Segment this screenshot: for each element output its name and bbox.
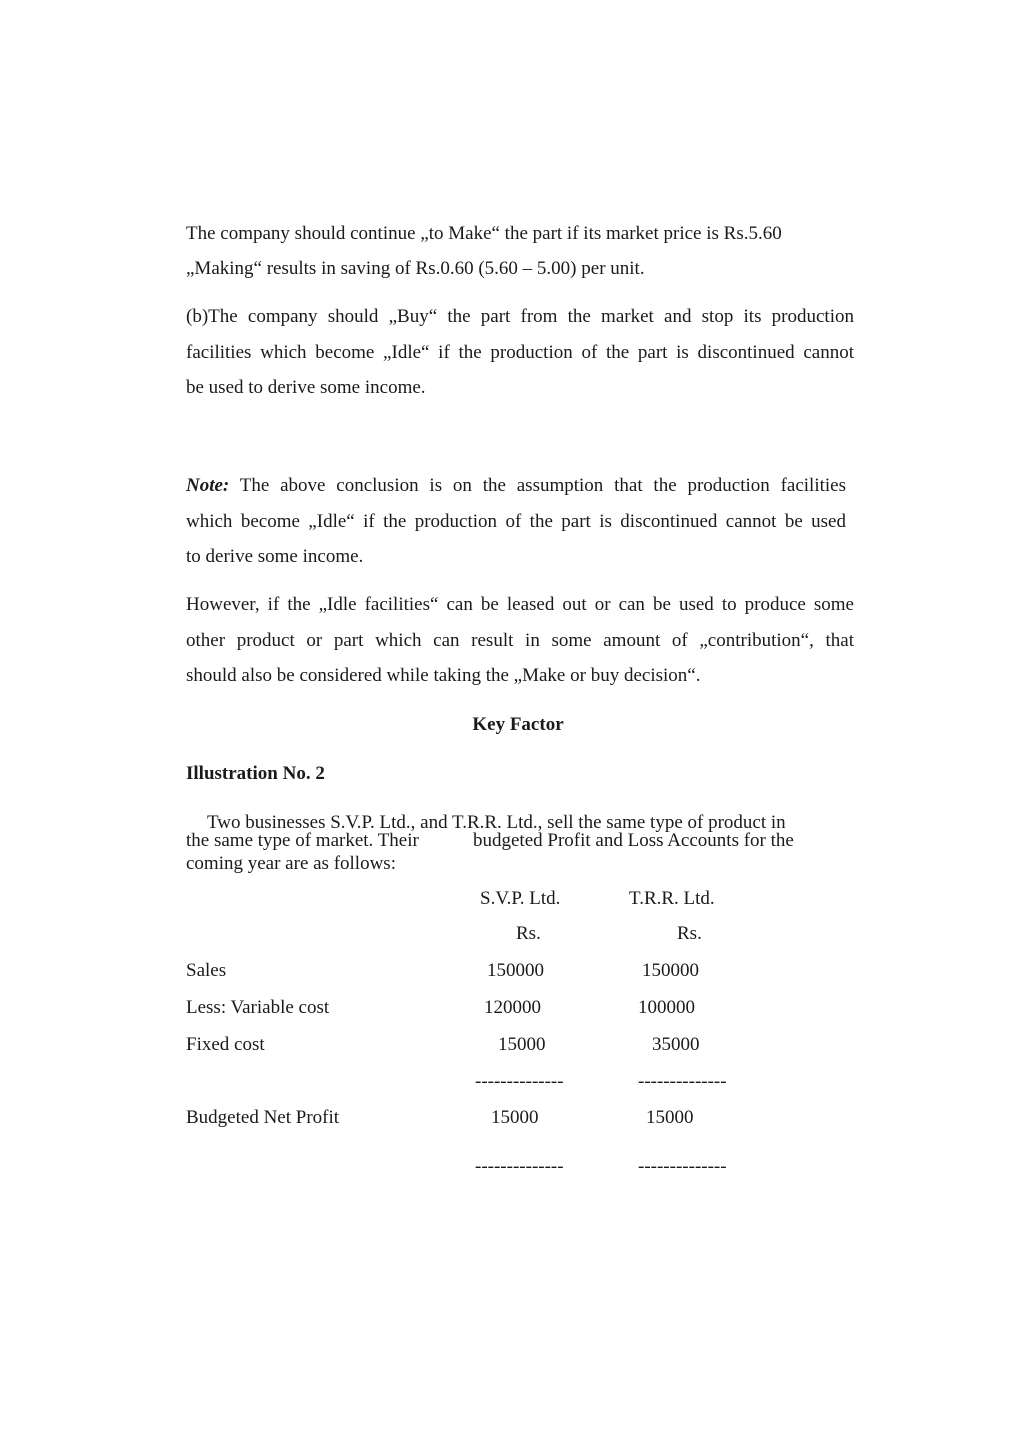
separator-trr-2: --------------	[638, 1156, 727, 1177]
note-line-1	[186, 475, 846, 497]
illustration-text-line-3: coming year are as follows:	[186, 853, 396, 874]
illustration-heading: Illustration No. 2	[186, 763, 325, 784]
row-value-net-profit-trr: 15000	[646, 1107, 694, 1128]
note-label: Note:	[186, 475, 230, 496]
separator-svp-2: --------------	[475, 1156, 564, 1177]
document-page	[186, 0, 854, 1449]
currency-svp: Rs.	[516, 923, 541, 944]
illustration-text-line-2b: budgeted Profit and Loss Accounts for the	[473, 830, 794, 851]
paragraph-4-line-2: other product or part which can result in some amount of „contribution“, that	[186, 630, 854, 651]
row-label-fixed-cost: Fixed cost	[186, 1034, 265, 1055]
separator-trr-1: --------------	[638, 1071, 727, 1092]
paragraph-2-line-1: (b)The company should „Buy“ the part from the market and stop its production	[186, 306, 854, 327]
column-header-svp: S.V.P. Ltd.	[480, 888, 561, 909]
row-value-fixed-cost-trr: 35000	[652, 1034, 700, 1055]
key-factor-heading: Key Factor	[472, 714, 564, 735]
note-line-2: which become „Idle“ if the production of the part is discontinued cannot be used	[186, 511, 846, 532]
paragraph-4-line-1: However, if the „Idle facilities“ can be leased out or can be used to produce some	[186, 594, 854, 615]
paragraph-1-line-2: „Making“ results in saving of Rs.0.60 (5.60 – 5.00) per unit.	[186, 258, 645, 279]
column-header-trr: T.R.R. Ltd.	[629, 888, 715, 909]
row-label-budgeted-net-profit: Budgeted Net Profit	[186, 1107, 340, 1128]
row-value-sales-trr: 150000	[642, 960, 699, 981]
paragraph-2-line-3: be used to derive some income.	[186, 377, 426, 398]
paragraph-2-line-2: facilities which become „Idle“ if the production of the part is discontinued cannot	[186, 342, 854, 363]
row-label-sales: Sales	[186, 960, 227, 981]
row-label-variable-cost: Less: Variable cost	[186, 997, 330, 1018]
separator-svp-1: --------------	[475, 1071, 564, 1092]
note-line-1-text: The above conclusion is on the assumption that the production facilities	[239, 475, 846, 496]
paragraph-4-line-3: should also be considered while taking the „Make or buy decision“.	[186, 665, 701, 686]
note-line-3: to derive some income.	[186, 546, 364, 567]
row-value-fixed-cost-svp: 15000	[498, 1034, 546, 1055]
illustration-text-line-1: Two businesses S.V.P. Ltd., and T.R.R. Ltd., sell the same type of product in	[207, 812, 786, 833]
row-value-sales-svp: 150000	[487, 960, 544, 981]
row-value-variable-cost-trr: 100000	[638, 997, 695, 1018]
illustration-text-line-2a: the same type of market. Their	[186, 830, 419, 851]
row-value-variable-cost-svp: 120000	[484, 997, 541, 1018]
row-value-net-profit-svp: 15000	[491, 1107, 539, 1128]
currency-trr: Rs.	[677, 923, 702, 944]
paragraph-1-line-1: The company should continue „to Make“ the part if its market price is Rs.5.60	[186, 223, 782, 244]
